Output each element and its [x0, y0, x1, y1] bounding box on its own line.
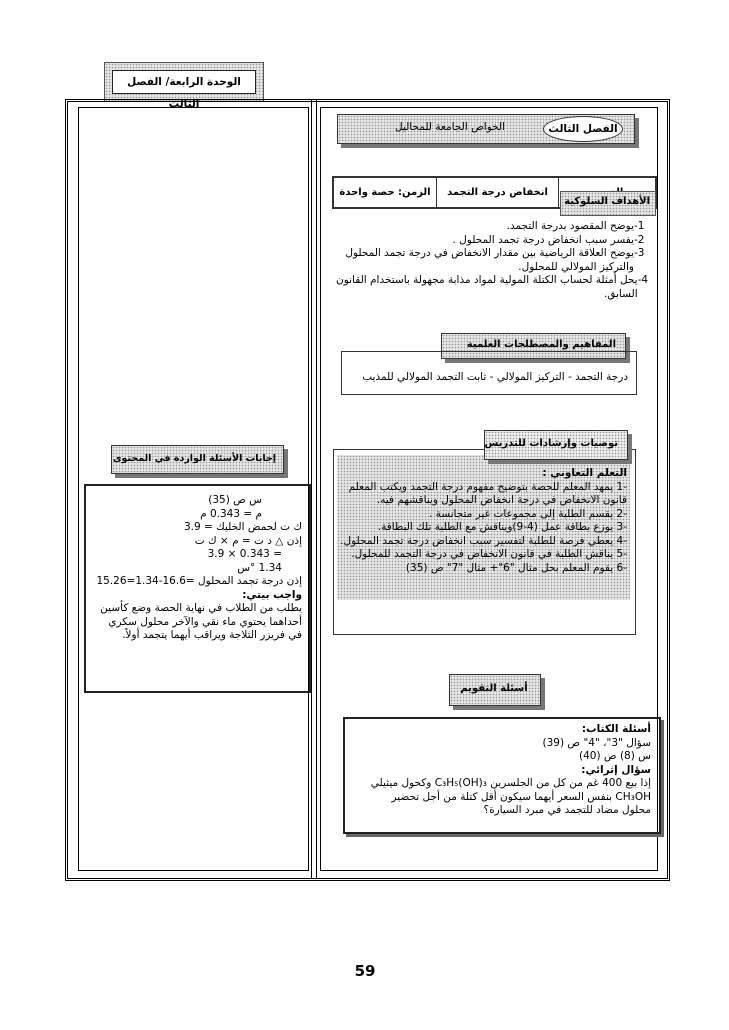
objective-number: -1 [634, 220, 645, 232]
teaching-heading: توصيات وإرشادات للتدريس [484, 438, 618, 449]
teaching-line: -3 يوزع بطاقة عمل (4-9)ويناقش مع الطلبة تلك البطاقة. [377, 521, 627, 533]
answer-line: في فريزر الثلاجة ويراقب أيهما يتجمد أولاً. [122, 629, 302, 641]
answer-line: ك ت لحمض الخليك = 3.9 [183, 521, 302, 533]
teaching-line: -5 يناقش الطلبة في قانون الانخفاض في درجة التجمد للمحلول. [351, 548, 627, 560]
teaching-line: قانون الانخفاض في درجة انخفاض المحلول ويناقشهم فيه. [376, 494, 627, 506]
objective-line: يوضح المقصود بدرجة التجمد. [506, 220, 634, 232]
answer-line: م = 0.343 م [200, 507, 262, 520]
page-number: 59 [354, 962, 376, 980]
objectives-heading: الأهداف السلوكية [564, 196, 650, 207]
objective-number: -3 [634, 247, 645, 259]
teaching-line: -4 يعطي فرصة للطلبة لتفسير سبب انخفاض درجة تجمد المحلول. [340, 534, 627, 547]
book-questions-heading: أسئلة الكتاب: [581, 723, 651, 735]
objective-number: -2 [634, 233, 645, 246]
lesson-time-cell [334, 178, 436, 207]
book-question-line: س (8) ص (40) [579, 750, 651, 762]
answers-heading: إجابات الأسئلة الواردة في المحتوى [112, 453, 276, 464]
chapter-title: الخواص الجامعة للمحاليل [394, 121, 506, 133]
teaching-line: -1 يمهد المعلم للحصة بتوضيح مفهوم درجة التجمد ويكتب المعلم [348, 480, 627, 493]
answer-line: 1.34 °س [237, 561, 282, 574]
answer-line: إذن △ د ت = م × ك ت [194, 534, 302, 547]
answers-body [90, 494, 302, 643]
answer-line: يطلب من الطلاب في نهاية الحصة وضع كأسين [100, 602, 302, 614]
objective-line: يوضح العلاقة الرياضية بين مقدار الانخفاض في درجة تجمد المحلول [345, 247, 634, 259]
teaching-body [340, 467, 627, 575]
objective-number: -4 [637, 274, 649, 286]
concepts-heading: المفاهيم والمصطلحات العلمية [466, 339, 616, 350]
objective-line: يحل أمثلة لحساب الكتلة المولية لمواد مذابة مجهولة باستخدام القانون [336, 274, 638, 286]
enrichment-line: CH₃OH بنفس السعر أيهما سيكون أقل كتلة من أجل تحضير [391, 790, 651, 803]
objective-item [336, 234, 654, 248]
evaluation-heading: أسئلة التقويم [460, 683, 528, 694]
objective-line: السابق. [603, 287, 638, 300]
answer-line: س ص (35) [208, 494, 262, 506]
lesson-name: انخفاض درجة التجمد [447, 187, 548, 198]
answer-line: إذن درجة تجمد المحلول =16.6-1.34=15.26 [96, 575, 302, 587]
teaching-line: -6 يقوم المعلم بحل مثال "6"+ مثال "7" ص (35) [405, 561, 627, 574]
homework-heading: واجب بيتي: [242, 588, 302, 601]
book-question-line: سؤال "3"، "4" ص (39) [542, 736, 651, 749]
teaching-subheading: التعلم التعاوني : [542, 467, 627, 479]
objective-line: والتركيز المولالي للمحلول. [518, 260, 634, 273]
unit-header: الوحدة الرابعة/ الفصل الثالث [112, 70, 256, 94]
objective-item [336, 220, 654, 234]
objective-item [336, 274, 654, 301]
enrichment-line: محلول مضاد للتجمد في مبرد السيارة؟ [483, 804, 651, 816]
column-divider [311, 99, 317, 878]
enrichment-line: إذا بيع 400 غم من كل من الجلسرين C₃H₅(OH)₃ وكحول ميثيلي [370, 777, 651, 789]
objective-line: يفسر سبب انخفاض درجة تجمد المحلول . [452, 233, 634, 246]
answer-line: أحداهما يحتوي ماء نقي والآخر محلول سكري [108, 615, 302, 628]
chapter-pill: الفصل الثالث [543, 116, 623, 142]
lesson-time: الزمن: حصة واحدة [339, 187, 431, 198]
teaching-line: -2 يقسم الطلبة إلى مجموعات غير متجانسة . [428, 507, 627, 520]
objectives-list [336, 220, 654, 301]
evaluation-body [347, 723, 651, 818]
concepts-text: درجة التجمد - التركيز المولالي - ثابت التجمد المولالي للمذيب [362, 371, 628, 383]
objective-item [336, 247, 654, 274]
answer-line: = 0.343 × 3.9 [207, 548, 282, 560]
enrichment-heading: سؤال إثرائي: [581, 763, 651, 776]
lesson-name-cell [436, 178, 558, 207]
